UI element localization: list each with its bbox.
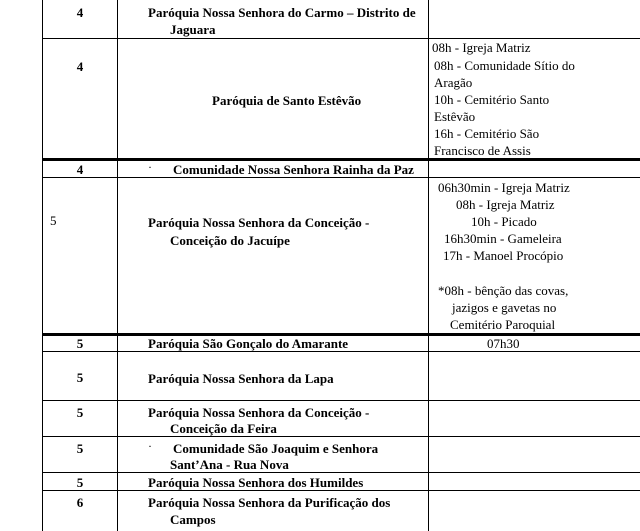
- parish-name: Paróquia Nossa Senhora da Lapa: [148, 371, 334, 386]
- row-divider: [42, 436, 640, 437]
- schedule-line: 10h - Cemitério Santo: [434, 92, 550, 107]
- parish-name: Campos: [170, 512, 216, 527]
- parish-name: Jaguara: [170, 22, 216, 37]
- schedule-line: *08h - bênção das covas,: [438, 283, 569, 298]
- parish-name: Comunidade Nossa Senhora Rainha da Paz: [173, 162, 414, 177]
- row-number: 6: [76, 495, 84, 510]
- schedule-line: 07h30: [487, 336, 520, 351]
- table-column-divider: [428, 0, 429, 531]
- schedule-line: Francisco de Assis: [434, 143, 531, 158]
- schedule-line: 08h - Igreja Matriz: [432, 40, 531, 55]
- row-number: 4: [76, 162, 84, 177]
- parish-name: Paróquia Nossa Senhora da Conceição -: [148, 215, 370, 230]
- schedule-line: jazigos e gavetas no: [452, 300, 557, 315]
- parish-name: Paróquia Nossa Senhora da Purificação dos: [148, 495, 391, 510]
- parish-name: Paróquia de Santo Estêvão: [212, 93, 362, 108]
- schedule-line: 08h - Comunidade Sítio do: [434, 58, 575, 73]
- bullet: ·: [148, 160, 152, 174]
- row-number: 4: [76, 59, 84, 74]
- row-divider: [42, 472, 640, 473]
- schedule-line: 17h - Manoel Procópio: [443, 248, 564, 263]
- parish-name: Comunidade São Joaquim e Senhora: [173, 441, 379, 456]
- row-divider: [42, 400, 640, 401]
- schedule-line: Estêvão: [434, 109, 476, 124]
- schedule-line: 08h - Igreja Matriz: [456, 197, 555, 212]
- row-number: 5: [76, 441, 84, 456]
- schedule-line: Aragão: [434, 75, 473, 90]
- schedule-line: 16h - Cemitério São: [434, 126, 540, 141]
- parish-name: Paróquia Nossa Senhora da Conceição -: [148, 405, 370, 420]
- bullet: ·: [148, 439, 152, 453]
- schedule-line: 10h - Picado: [471, 214, 537, 229]
- row-number: 5: [76, 336, 84, 351]
- parish-name: Paróquia São Gonçalo do Amarante: [148, 336, 349, 351]
- schedule-line: 06h30min - Igreja Matriz: [438, 180, 570, 195]
- parish-name: Sant’Ana - Rua Nova: [170, 457, 289, 472]
- parish-name: Paróquia Nossa Senhora do Carmo – Distrito de: [148, 5, 416, 20]
- row-divider: [42, 38, 640, 39]
- row-number: 5: [76, 405, 84, 420]
- row-number: 4: [76, 5, 84, 20]
- schedule-line: 16h30min - Gameleira: [444, 231, 562, 246]
- table-column-divider: [117, 0, 118, 531]
- row-number: 5: [76, 370, 84, 385]
- margin-marker: 5: [50, 213, 57, 228]
- parish-name: Conceição do Jacuípe: [170, 233, 290, 248]
- schedule-line: Cemitério Paroquial: [450, 317, 556, 332]
- parish-name: Conceição da Feira: [170, 421, 277, 436]
- row-number: 5: [76, 475, 84, 490]
- parish-name: Paróquia Nossa Senhora dos Humildes: [148, 475, 364, 490]
